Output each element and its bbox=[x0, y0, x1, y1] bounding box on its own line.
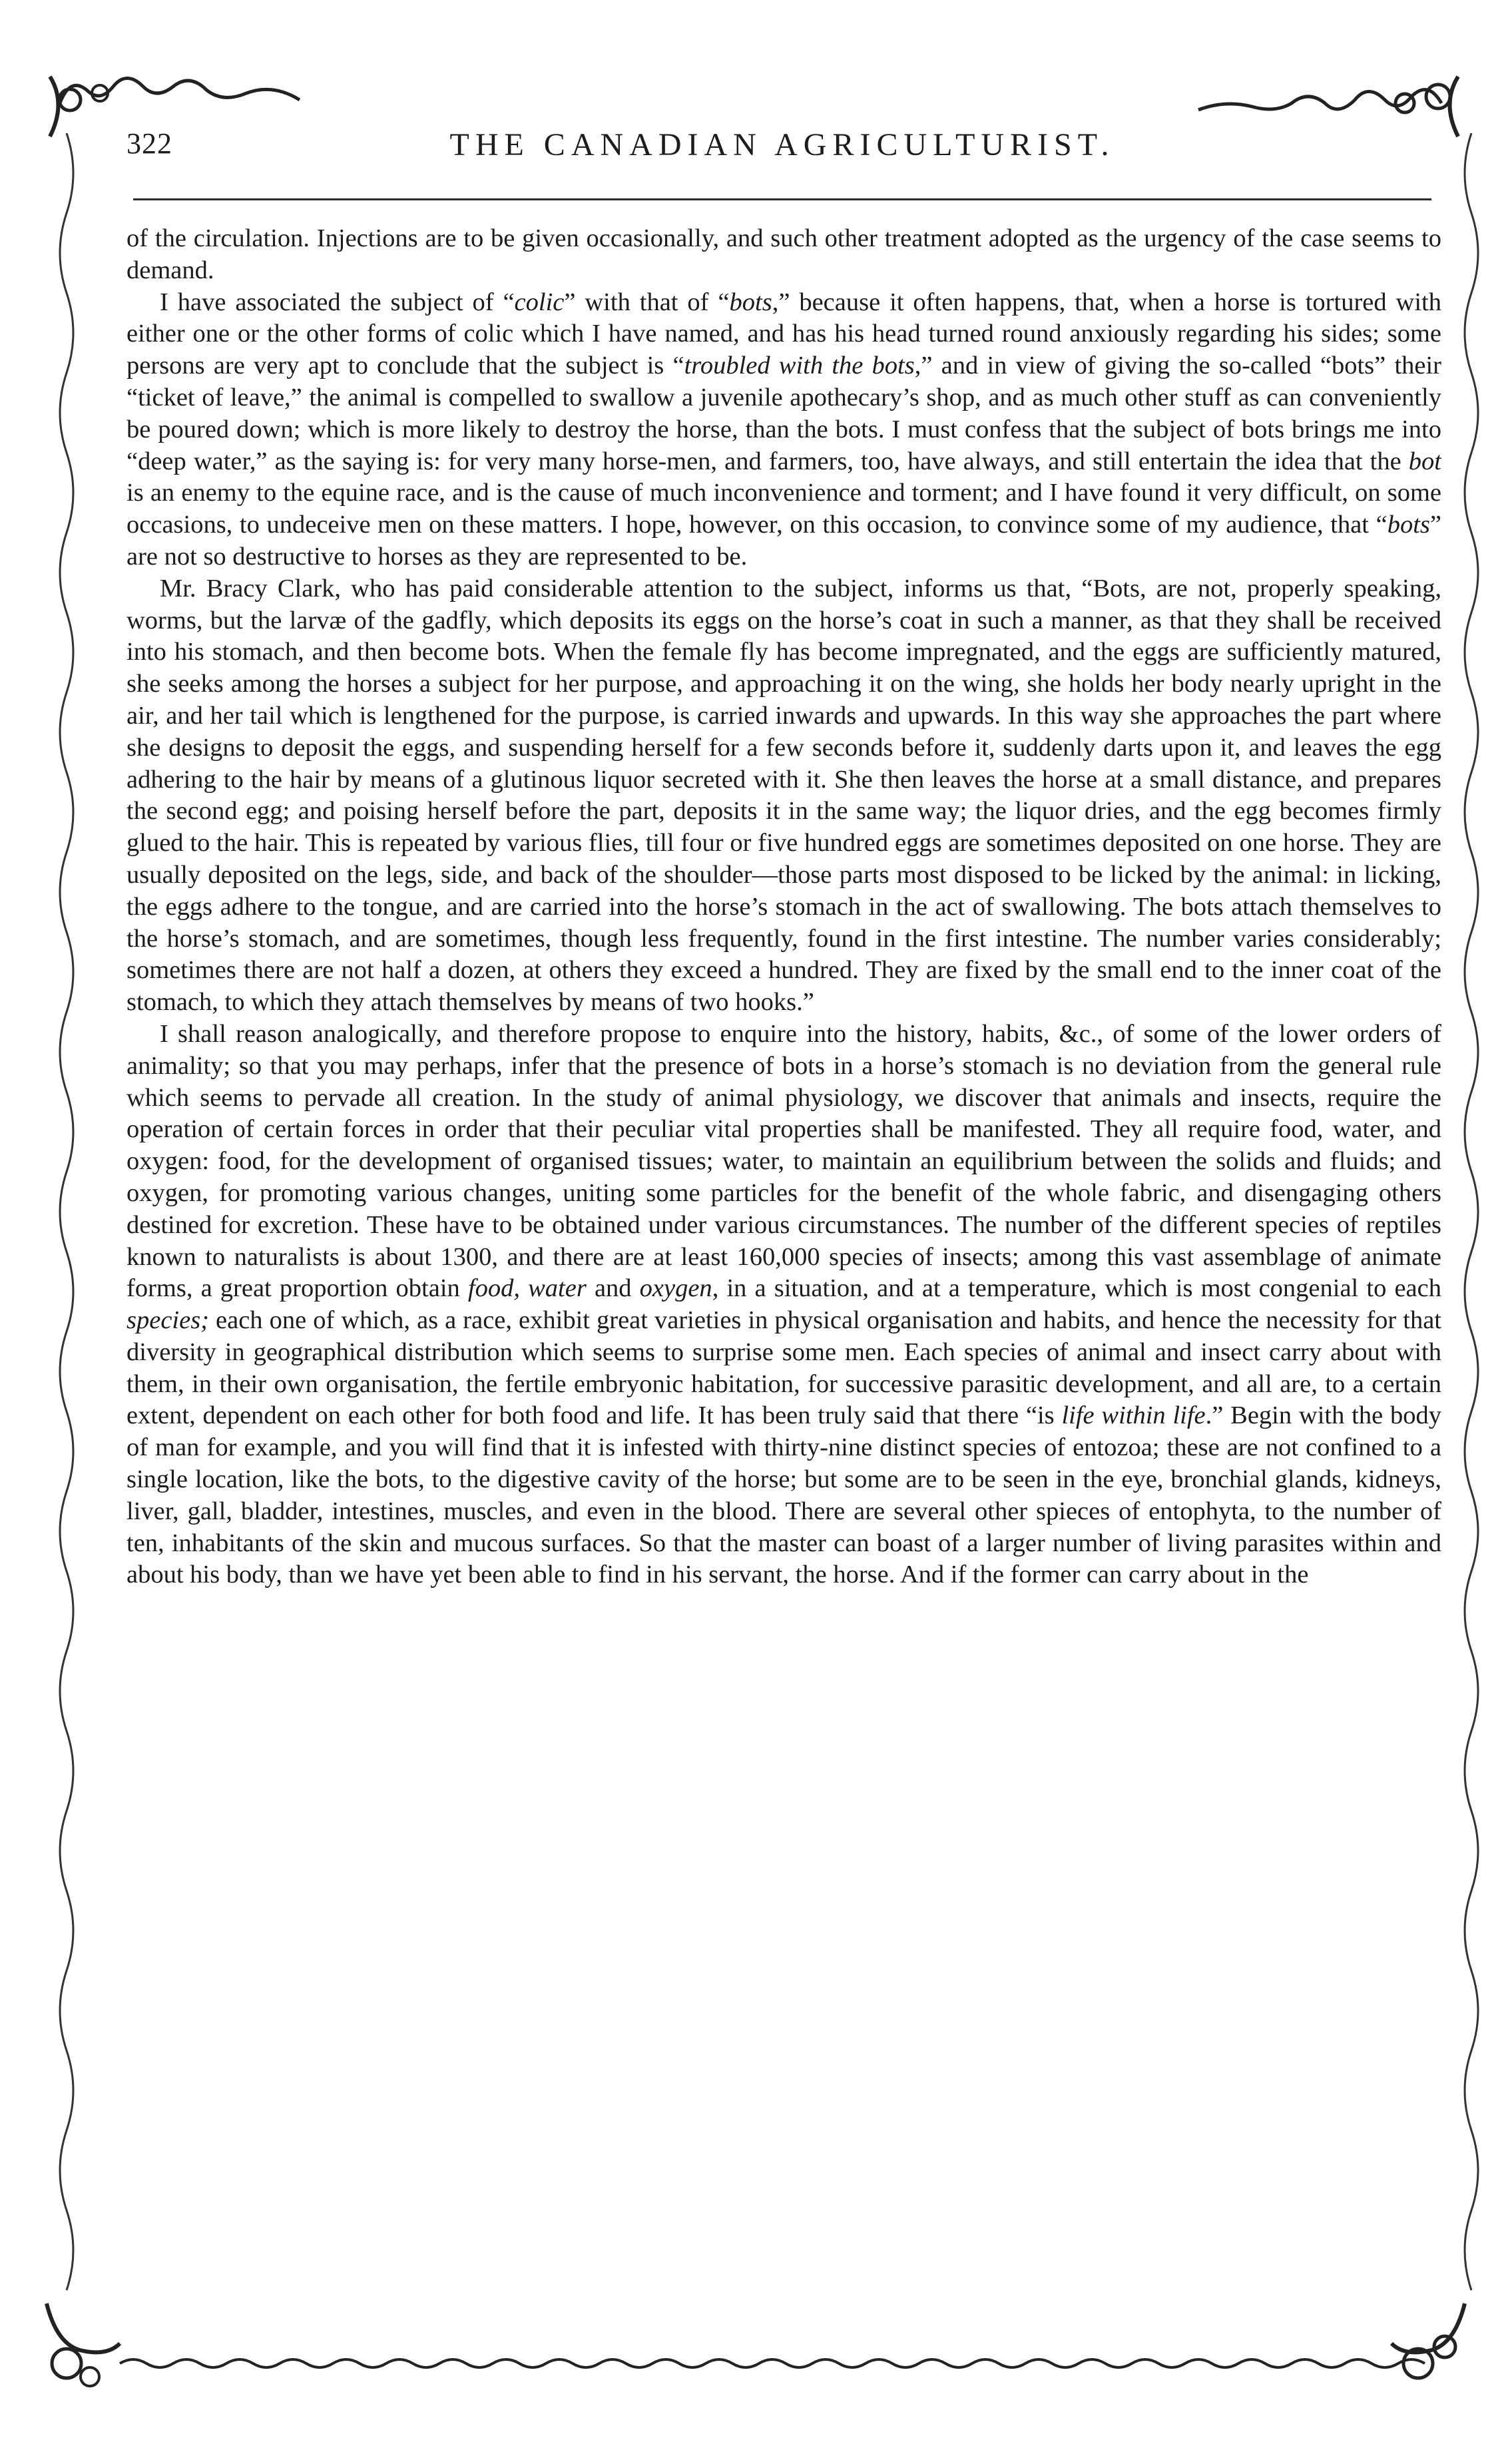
paragraph-4: I shall reason analogically, and therefore propose to enquire into the history, habits, &c., of some of the lower orders of animality; so that you may perhaps, infer that the presence of bots in a horse’s stomach is no deviation from the general rule which seems to pervade all creation. In the study of animal physiology, we discover that animals and insects, require the operation of certain forces in order that their peculiar vital properties shall be manifested. They all require food, water, and oxygen: food, for the development of organised tissues; water, to maintain an equilibrium between the solids and fluids; and oxygen, for promoting various changes, uniting some particles for the benefit of the whole fabric, and disengaging others destined for excretion. These have to be obtained under various circumstances. The number of the different species of reptiles known to naturalists is about 1300, and there are at least 160,000 species of insects; among this vast assemblage of animate forms, a great proportion obtain food, water and oxygen, in a situation, and at a temperature, which is most congenial to each species; each one of which, as a race, exhibit great varieties in physical organisation and habits, and hence the necessity for that diversity in geographical distribution which seems to surprise some men. Each species of animal and insect carry about with them, in their own organisation, the fertile embryonic habitation, for successive parasitic development, and all are, to a certain extent, dependent on each other for both food and life. It has been truly said that there “is life within life.” Begin with the body of man for example, and you will find that it is infested with thirty-nine distinct species of entozoa; these are not confined to a single location, like the bots, to the digestive cavity of the horse; but some are to be seen in the eye, bronchial glands, kidneys, liver, gall, bladder, intestines, muscles, and even in the blood. There are several other spieces of entophyta, to the number of ten, inhabitants of the skin and mucous surfaces. So that the master can boast of a larger number of living parasites within and about his body, than we have yet been able to find in his servant, the horse. And if the former can carry about in the bbox=[126, 1019, 1441, 1589]
right-border-ornament bbox=[1451, 133, 1491, 2330]
paragraph-1: of the circulation. Injections are to be given occasionally, and such other treatment adopted as the urgency of the case seems to demand. bbox=[126, 224, 1441, 284]
article-body bbox=[126, 223, 1441, 2327]
running-title: THE CANADIAN AGRICULTURIST. bbox=[449, 127, 1115, 162]
left-border-ornament bbox=[47, 133, 87, 2330]
page-header bbox=[126, 126, 1438, 180]
header-rule bbox=[133, 198, 1431, 200]
page-number: 322 bbox=[126, 127, 172, 160]
paragraph-3: Mr. Bracy Clark, who has paid considerable attention to the subject, informs us that, “Bots, are not, properly speaking, worms, but the larvæ of the gadfly, which deposits its eggs on the horse’s coat in such a manner, as that they shall be received into his stomach, and then become bots. When the female fly has become impregnated, and the eggs are sufficiently matured, she seeks among the horses a subject for her purpose, and approaching it on the wing, she holds her body nearly upright in the air, and her tail which is lengthened for the purpose, is carried inwards and upwards. In this way she approaches the part where she designs to deposit the eggs, and suspending herself for a few seconds before it, suddenly darts upon it, and leaves the egg adhering to the hair by means of a glutinous liquor secreted with it. She then leaves the horse at a small distance, and prepares the second egg; and poising herself before the part, deposits it in the same way; the liquor dries, and the egg becomes firmly glued to the hair. This is repeated by various flies, till four or five hundred eggs are sometimes deposited on one horse. They are usually deposited on the legs, side, and back of the shoulder—those parts most disposed to be licked by the animal: in licking, the eggs adhere to the tongue, and are carried into the horse’s stomach in the act of swallowing. The bots attach themselves to the horse’s stomach, and are sometimes, though less frequently, found in the first intestine. The number varies considerably; sometimes there are not half a dozen, at others they exceed a hundred. They are fixed by the small end to the inner coat of the stomach, to which they attach themselves by means of two hooks.” bbox=[126, 574, 1441, 1017]
paragraph-2: I have associated the subject of “colic” with that of “bots,” because it often happens, that, when a horse is tortured with either one or the other forms of colic which I have named, and has his head turned round anxiously regarding his sides; some persons are very apt to conclude that the subject is “troubled with the bots,” and in view of giving the so-called “bots” their “ticket of leave,” the animal is compelled to swallow a juvenile apothecary’s shop, and as much other stuff as can conveniently be poured down; which is more likely to destroy the horse, than the bots. I must confess that the subject of bots brings me into “deep water,” as the saying is: for very many horse-men, and farmers, too, have always, and still entertain the idea that the bot is an enemy to the equine race, and is the cause of much inconvenience and torment; and I have found it very difficult, on some occasions, to undeceive men on these matters. I hope, however, on this occasion, to convince some of my audience, that “bots” are not so destructive to horses as they are represented to be. bbox=[126, 288, 1441, 571]
